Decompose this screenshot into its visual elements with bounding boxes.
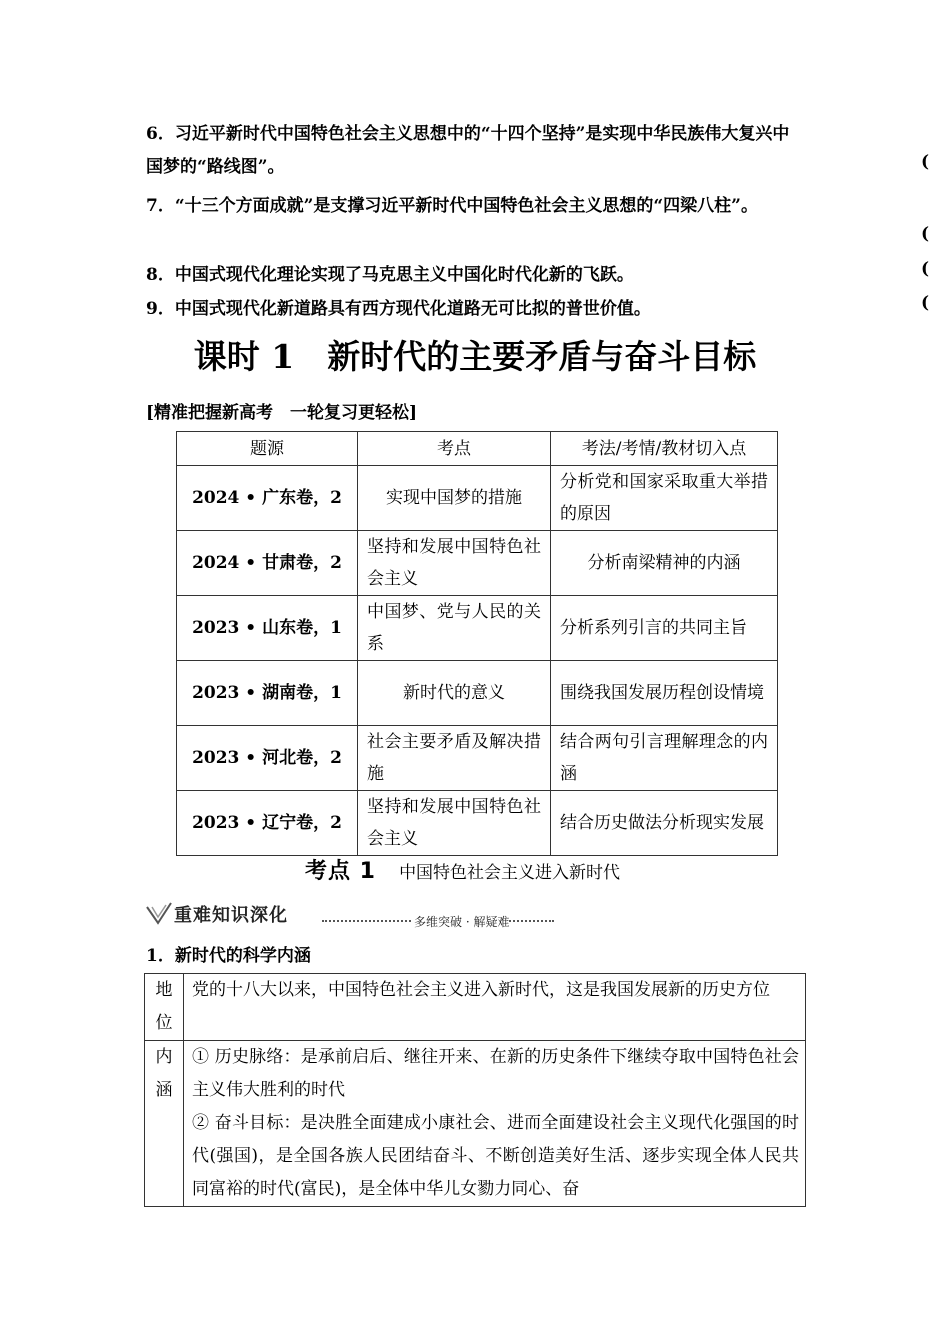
row-source: 2023 • 山东卷，1 bbox=[177, 596, 358, 661]
chevron-banner-icon bbox=[146, 901, 172, 927]
row-label-char: 位 bbox=[155, 1013, 173, 1033]
subsection-heading: 1．新时代的科学内涵 bbox=[146, 946, 311, 966]
section-banner-subtitle: 多维突破 · 解疑难 bbox=[414, 915, 510, 929]
row-point: 新时代的意义 bbox=[358, 661, 551, 726]
row-method: 分析南梁精神的内涵 bbox=[551, 531, 778, 596]
row-method: 围绕我国发展历程创设情境 bbox=[551, 661, 778, 726]
table-row bbox=[177, 791, 778, 856]
header-method: 考法/考情/教材切入点 bbox=[551, 432, 778, 466]
row-label-char: 地 bbox=[155, 980, 173, 1000]
row-source: 2023 • 辽宁卷，2 bbox=[177, 791, 358, 856]
exam-source-table bbox=[176, 431, 778, 856]
row-source: 2023 • 湖南卷，1 bbox=[177, 661, 358, 726]
answer-paren-7: ( bbox=[921, 224, 930, 244]
exam-point-label: 考点 1 bbox=[305, 859, 376, 884]
row-point: 坚持和发展中国特色社会主义 bbox=[358, 791, 551, 856]
row-method: 分析党和国家采取重大举措的原因 bbox=[551, 466, 778, 531]
question-9: 9．中国式现代化新道路具有西方现代化道路无可比拟的普世价值。 bbox=[146, 299, 651, 319]
answer-paren-8: ( bbox=[921, 259, 930, 279]
table-row bbox=[177, 661, 778, 726]
question-7: 7．“十三个方面成就”是支撑习近平新时代中国特色社会主义思想的“四梁八柱”。 bbox=[146, 196, 758, 216]
table-row bbox=[177, 466, 778, 531]
table-row bbox=[177, 531, 778, 596]
answer-paren-6: ( bbox=[921, 152, 930, 172]
table-row bbox=[145, 974, 806, 1041]
row-label-char: 内 bbox=[155, 1047, 173, 1067]
row-source: 2024 • 广东卷，2 bbox=[177, 466, 358, 531]
table-row bbox=[177, 596, 778, 661]
row-label bbox=[145, 1041, 184, 1207]
content-paragraph: ① 历史脉络：是承前启后、继往开来、在新的历史条件下继续夺取中国特色社会主义伟大胜利的时代 bbox=[192, 1047, 799, 1100]
row-method: 分析系列引言的共同主旨 bbox=[551, 596, 778, 661]
lesson-subtitle: [精准把握新高考 一轮复习更轻松] bbox=[146, 403, 418, 423]
row-method: 结合两句引言理解理念的内涵 bbox=[551, 726, 778, 791]
row-point: 社会主要矛盾及解决措施 bbox=[358, 726, 551, 791]
exam-point-title: 中国特色社会主义进入新时代 bbox=[399, 863, 621, 883]
answer-paren-9: ( bbox=[921, 293, 930, 313]
row-method: 结合历史做法分析现实发展 bbox=[551, 791, 778, 856]
lesson-title: 课时 1 新时代的主要矛盾与奋斗目标 bbox=[193, 337, 757, 376]
table-header-row bbox=[177, 432, 778, 466]
section-banner-title: 重难知识深化 bbox=[174, 905, 288, 926]
exam-point-heading bbox=[305, 855, 620, 890]
row-point: 坚持和发展中国特色社会主义 bbox=[358, 531, 551, 596]
row-label-char: 涵 bbox=[155, 1080, 173, 1100]
table-row bbox=[145, 1041, 806, 1207]
question-8: 8．中国式现代化理论实现了马克思主义中国化时代化新的飞跃。 bbox=[146, 265, 634, 285]
row-content bbox=[184, 1041, 806, 1207]
header-point: 考点 bbox=[358, 432, 551, 466]
section-banner bbox=[146, 898, 546, 932]
row-label bbox=[145, 974, 184, 1041]
row-source: 2023 • 河北卷，2 bbox=[177, 726, 358, 791]
question-6: 6．习近平新时代中国特色社会主义思想中的“十四个坚持”是实现中华民族伟大复兴中国梦的“路线图”。 bbox=[146, 124, 790, 177]
content-paragraph: ② 奋斗目标：是决胜全面建成小康社会、进而全面建设社会主义现代化强国的时代(强国)，是全国各族人民团结奋斗、不断创造美好生活、逐步实现全体人民共同富裕的时代(富民)，是全体中华儿女勠力同心、奋 bbox=[192, 1113, 799, 1199]
row-source: 2024 • 甘肃卷，2 bbox=[177, 531, 358, 596]
table-row bbox=[177, 726, 778, 791]
row-content: 党的十八大以来，中国特色社会主义进入新时代，这是我国发展新的历史方位 bbox=[184, 974, 806, 1041]
row-point: 中国梦、党与人民的关系 bbox=[358, 596, 551, 661]
meaning-table bbox=[144, 973, 806, 1207]
row-point: 实现中国梦的措施 bbox=[358, 466, 551, 531]
header-source: 题源 bbox=[177, 432, 358, 466]
